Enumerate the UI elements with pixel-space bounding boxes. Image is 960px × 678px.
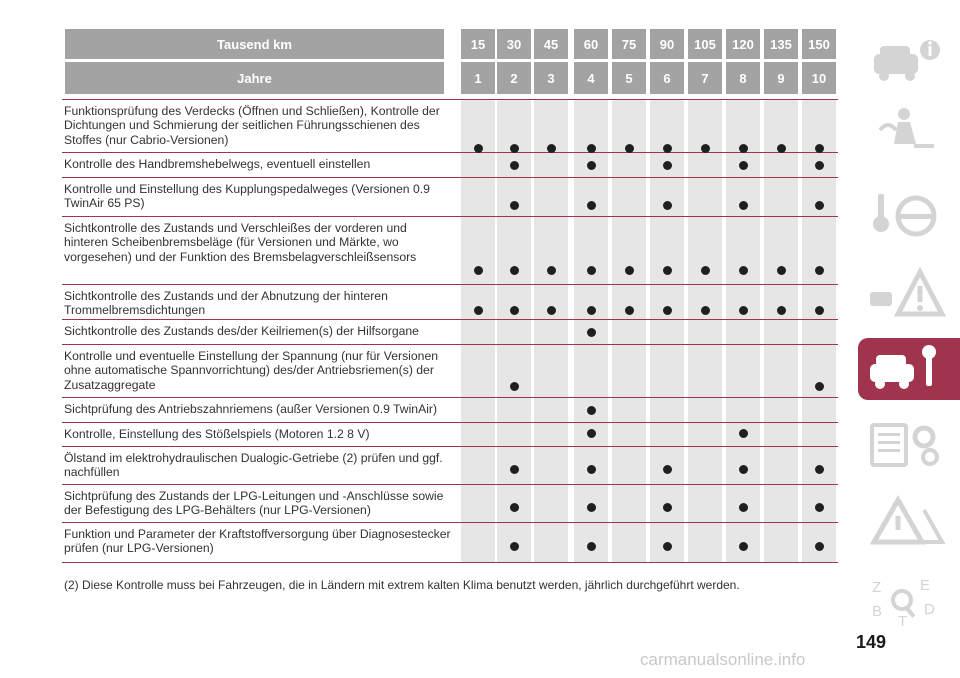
table-row-text: Kontrolle, Einstellung des Stößelspiels (Motoren 1.2 8 V) <box>64 427 370 441</box>
interval-dot <box>510 503 519 512</box>
row-separator <box>62 284 838 285</box>
footnote: (2) Diese Kontrolle muss bei Fahrzeugen, die in Ländern mit extrem kalten Klima benutzt werden, jährlich durchgeführt werden. <box>64 578 740 592</box>
interval-dot <box>474 306 483 315</box>
row-separator <box>62 484 838 485</box>
watermark: carmanualsonline.info <box>640 650 806 669</box>
table-row-text: Kontrolle und Einstellung des Kupplungspedalweges (Versionen 0.9 TwinAir 65 PS) <box>64 182 430 211</box>
column-background <box>534 99 568 562</box>
header-years-label: Jahre <box>65 62 444 94</box>
interval-dot <box>739 542 748 551</box>
interval-dot <box>510 306 519 315</box>
interval-dot <box>739 465 748 474</box>
svg-text:D: D <box>924 601 935 618</box>
interval-dot <box>587 201 596 210</box>
interval-dot <box>510 382 519 391</box>
row-separator <box>62 397 838 398</box>
interval-dot <box>510 266 519 275</box>
interval-dot <box>815 542 824 551</box>
interval-dot <box>701 306 710 315</box>
header-year-value: 6 <box>650 62 684 94</box>
table-row-text: Sichtprüfung des Zustands der LPG-Leitungen und -Anschlüsse sowie der Befestigung des LPG-Behälters (nur LPG-Versionen) <box>64 489 444 518</box>
interval-dot <box>815 465 824 474</box>
table-row-text: Kontrolle des Handbremshebelwegs, eventuell einstellen <box>64 157 371 171</box>
table-row-text: Funktionsprüfung des Verdecks (Öffnen und Schließen), Kontrolle der Dichtungen und Schmierung der seitlichen Führungsschienen des Stoffes (nur Cabrio-Versionen) <box>64 104 440 147</box>
header-km-value: 60 <box>574 29 608 59</box>
header-year-value: 10 <box>802 62 836 94</box>
airbag-icon[interactable] <box>858 100 960 162</box>
interval-dot <box>777 266 786 275</box>
interval-dot <box>587 406 596 415</box>
table-row-text: Sichtkontrolle des Zustands und der Abnutzung der hinteren Trommelbremsdichtungen <box>64 289 388 318</box>
interval-dot <box>587 429 596 438</box>
interval-dot <box>701 144 710 153</box>
interval-dot <box>587 144 596 153</box>
table-row-text: Ölstand im elektrohydraulischen Dualogic-Getriebe (2) prüfen und ggf. nachfüllen <box>64 451 443 480</box>
header-year-value: 8 <box>726 62 760 94</box>
row-separator <box>62 216 838 217</box>
row-separator <box>62 319 838 320</box>
interval-dot <box>739 144 748 153</box>
row-separator <box>62 344 838 345</box>
row-separator <box>62 152 838 153</box>
interval-dot <box>663 542 672 551</box>
car-info-icon[interactable] <box>858 30 960 92</box>
page-number: 149 <box>856 632 887 652</box>
header-km-value: 105 <box>688 29 722 59</box>
interval-dot <box>587 542 596 551</box>
header-year-value: 3 <box>534 62 568 94</box>
column-background <box>688 99 722 562</box>
header-year-value: 9 <box>764 62 798 94</box>
interval-dot <box>587 465 596 474</box>
interval-dot <box>587 503 596 512</box>
table-row-text: Sichtprüfung des Antriebszahnriemens (außer Versionen 0.9 TwinAir) <box>64 402 438 416</box>
interval-dot <box>510 144 519 153</box>
interval-dot <box>547 266 556 275</box>
interval-dot <box>474 144 483 153</box>
header-year-value: 5 <box>612 62 646 94</box>
svg-text:Z: Z <box>872 579 882 596</box>
row-separator <box>62 177 838 178</box>
table-row-text: Funktion und Parameter der Kraftstoffversorgung über Diagnosestecker prüfen (nur LPG-Versionen) <box>64 527 451 556</box>
interval-dot <box>739 429 748 438</box>
interval-dot <box>777 144 786 153</box>
header-km-value: 150 <box>802 29 836 59</box>
interval-dot <box>587 306 596 315</box>
interval-dot <box>815 306 824 315</box>
interval-dot <box>587 328 596 337</box>
table-row-text: Kontrolle und eventuelle Einstellung der Spannung (nur für Versionen ohne automatische Spannvorrichtung) des/der Antriebsriemen(s) der Zusatzaggregate <box>64 349 439 392</box>
header-year-value: 2 <box>497 62 531 94</box>
header-year-value: 4 <box>574 62 608 94</box>
interval-dot <box>815 266 824 275</box>
interval-dot <box>587 266 596 275</box>
interval-dot <box>510 201 519 210</box>
interval-dot <box>663 266 672 275</box>
alphabetical-index-icon[interactable] <box>858 570 960 632</box>
interval-dot <box>625 266 634 275</box>
header-km-value: 30 <box>497 29 531 59</box>
interval-dot <box>815 201 824 210</box>
interval-dot <box>625 144 634 153</box>
emergency-icon[interactable] <box>858 488 960 550</box>
svg-text:T: T <box>898 613 908 630</box>
interval-dot <box>663 161 672 170</box>
interval-dot <box>739 161 748 170</box>
interval-dot <box>739 266 748 275</box>
interval-dot <box>777 306 786 315</box>
interval-dot <box>474 266 483 275</box>
interval-dot <box>815 161 824 170</box>
interval-dot <box>510 465 519 474</box>
interval-dot <box>663 503 672 512</box>
header-km-value: 135 <box>764 29 798 59</box>
interval-dot <box>815 144 824 153</box>
interval-dot <box>739 503 748 512</box>
svg-text:B: B <box>872 603 883 620</box>
column-background <box>764 99 798 562</box>
interval-dot <box>510 161 519 170</box>
header-km-value: 15 <box>461 29 495 59</box>
header-km-value: 120 <box>726 29 760 59</box>
interval-dot <box>739 201 748 210</box>
header-km-value: 90 <box>650 29 684 59</box>
interval-dot <box>815 503 824 512</box>
column-background <box>612 99 646 562</box>
technical-data-icon[interactable] <box>858 413 960 475</box>
interval-dot <box>663 201 672 210</box>
svg-text:E: E <box>920 577 931 594</box>
header-year-value: 1 <box>461 62 495 94</box>
interval-dot <box>587 161 596 170</box>
row-separator <box>62 99 838 100</box>
interval-dot <box>625 306 634 315</box>
interval-dot <box>663 306 672 315</box>
interval-dot <box>739 306 748 315</box>
interval-dot <box>547 306 556 315</box>
header-year-value: 7 <box>688 62 722 94</box>
table-row-text: Sichtkontrolle des Zustands und Verschleißes der vorderen und hinteren Scheibenbremsbeläge (für Versionen und Märkte, wo vorgesehen) und der Funktion des Bremsbelagverschleißsensors <box>64 221 417 264</box>
interval-dot <box>510 542 519 551</box>
interval-dot <box>663 465 672 474</box>
header-km-value: 45 <box>534 29 568 59</box>
row-separator <box>62 446 838 447</box>
interval-dot <box>547 144 556 153</box>
interval-dot <box>701 266 710 275</box>
warning-icon[interactable] <box>858 262 960 324</box>
maintenance-icon[interactable] <box>858 338 960 400</box>
header-km-value: 75 <box>612 29 646 59</box>
column-background <box>461 99 495 562</box>
table-row-text: Sichtkontrolle des Zustands des/der Keilriemen(s) der Hilfsorgane <box>64 324 419 338</box>
interval-dot <box>663 144 672 153</box>
dashboard-controls-icon[interactable] <box>858 184 960 246</box>
interval-dot <box>815 382 824 391</box>
row-separator <box>62 522 838 523</box>
row-separator <box>62 422 838 423</box>
header-km-label: Tausend km <box>65 29 444 59</box>
row-separator <box>62 562 838 563</box>
